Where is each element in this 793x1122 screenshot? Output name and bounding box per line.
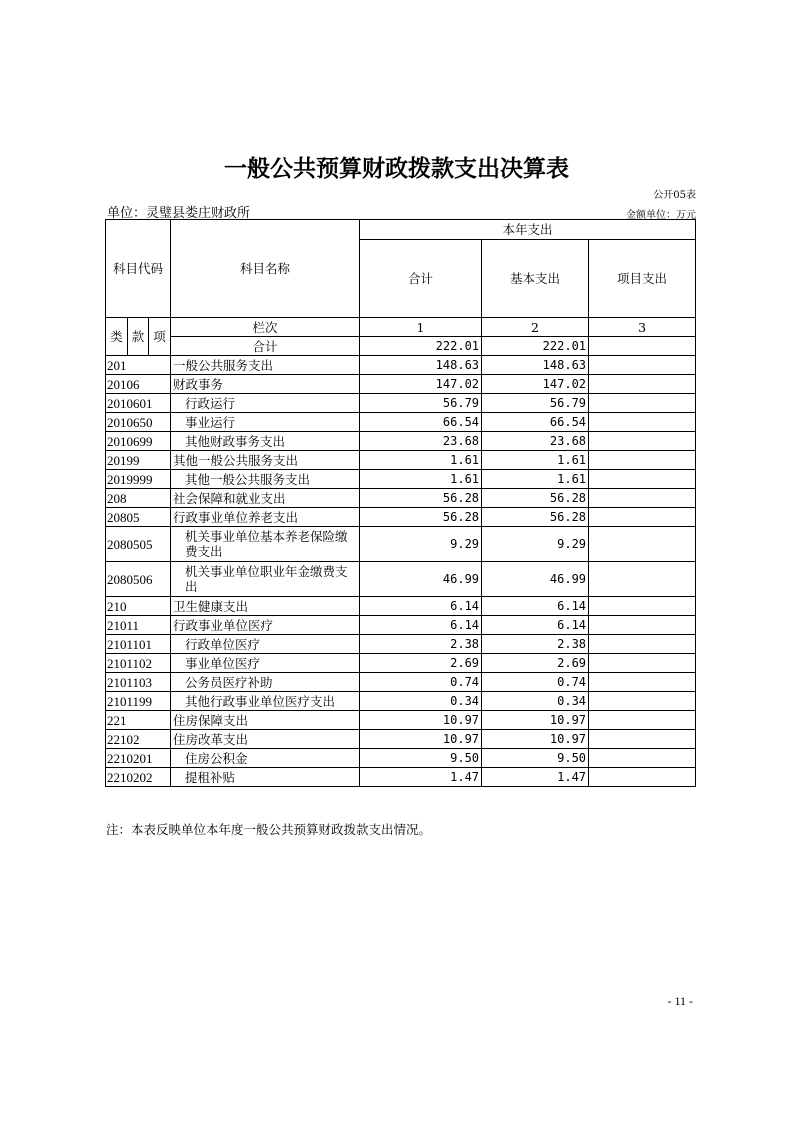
row-total: 147.02 bbox=[360, 375, 482, 394]
row-name: 住房改革支出 bbox=[171, 730, 360, 749]
row-project bbox=[589, 749, 696, 768]
row-project bbox=[589, 432, 696, 451]
row-basic: 10.97 bbox=[482, 730, 589, 749]
row-project bbox=[589, 394, 696, 413]
row-basic: 56.28 bbox=[482, 489, 589, 508]
row-code: 2080505 bbox=[106, 527, 171, 562]
row-name: 财政事务 bbox=[171, 375, 360, 394]
row-name: 卫生健康支出 bbox=[171, 597, 360, 616]
table-row bbox=[106, 470, 696, 489]
table-row bbox=[106, 375, 696, 394]
row-basic: 148.63 bbox=[482, 356, 589, 375]
row-project bbox=[589, 413, 696, 432]
table-row bbox=[106, 730, 696, 749]
row-name: 事业运行 bbox=[171, 413, 360, 432]
row-project bbox=[589, 470, 696, 489]
row-code: 2010699 bbox=[106, 432, 171, 451]
row-basic: 1.61 bbox=[482, 470, 589, 489]
table-row bbox=[106, 356, 696, 375]
header-total: 合计 bbox=[360, 240, 482, 318]
row-total: 10.97 bbox=[360, 711, 482, 730]
row-project bbox=[589, 730, 696, 749]
table-row bbox=[106, 597, 696, 616]
table-row bbox=[106, 673, 696, 692]
row-basic: 147.02 bbox=[482, 375, 589, 394]
table-row bbox=[106, 692, 696, 711]
row-basic: 6.14 bbox=[482, 616, 589, 635]
expenditure-table bbox=[105, 219, 696, 787]
row-code: 2080506 bbox=[106, 562, 171, 597]
page-title: 一般公共预算财政拨款支出决算表 bbox=[224, 155, 569, 182]
table-row bbox=[106, 768, 696, 787]
row-basic: 46.99 bbox=[482, 562, 589, 597]
row-name: 一般公共服务支出 bbox=[171, 356, 360, 375]
row-basic: 1.47 bbox=[482, 768, 589, 787]
row-basic: 0.74 bbox=[482, 673, 589, 692]
header-col1: 1 bbox=[360, 318, 482, 337]
row-total: 2.69 bbox=[360, 654, 482, 673]
row-code: 2101102 bbox=[106, 654, 171, 673]
row-total: 6.14 bbox=[360, 616, 482, 635]
row-code: 2101103 bbox=[106, 673, 171, 692]
row-total: 6.14 bbox=[360, 597, 482, 616]
row-total: 56.28 bbox=[360, 508, 482, 527]
sum-total: 222.01 bbox=[360, 337, 482, 356]
row-total: 0.74 bbox=[360, 673, 482, 692]
row-code: 22102 bbox=[106, 730, 171, 749]
row-code: 20106 bbox=[106, 375, 171, 394]
row-code: 201 bbox=[106, 356, 171, 375]
row-project bbox=[589, 768, 696, 787]
row-name: 其他财政事务支出 bbox=[171, 432, 360, 451]
row-name: 其他一般公共服务支出 bbox=[171, 470, 360, 489]
table-row bbox=[106, 394, 696, 413]
row-basic: 2.69 bbox=[482, 654, 589, 673]
header-col2: 2 bbox=[482, 318, 589, 337]
row-total: 2.38 bbox=[360, 635, 482, 654]
table-row bbox=[106, 635, 696, 654]
row-code: 2101101 bbox=[106, 635, 171, 654]
header-lei: 类 bbox=[106, 318, 128, 356]
row-name: 住房公积金 bbox=[171, 749, 360, 768]
table-row bbox=[106, 562, 696, 597]
row-name: 行政事业单位养老支出 bbox=[171, 508, 360, 527]
sum-basic: 222.01 bbox=[482, 337, 589, 356]
row-code: 210 bbox=[106, 597, 171, 616]
row-total: 9.29 bbox=[360, 527, 482, 562]
row-total: 23.68 bbox=[360, 432, 482, 451]
row-name: 社会保障和就业支出 bbox=[171, 489, 360, 508]
row-total: 56.28 bbox=[360, 489, 482, 508]
row-total: 56.79 bbox=[360, 394, 482, 413]
row-name: 机关事业单位职业年金缴费支出 bbox=[171, 562, 360, 597]
form-number: 公开05表 bbox=[653, 190, 696, 201]
row-project bbox=[589, 451, 696, 470]
row-code: 21011 bbox=[106, 616, 171, 635]
row-project bbox=[589, 562, 696, 597]
table-row bbox=[106, 527, 696, 562]
row-total: 9.50 bbox=[360, 749, 482, 768]
row-basic: 6.14 bbox=[482, 597, 589, 616]
row-basic: 56.28 bbox=[482, 508, 589, 527]
row-total: 10.97 bbox=[360, 730, 482, 749]
row-project bbox=[589, 711, 696, 730]
row-code: 20805 bbox=[106, 508, 171, 527]
row-project bbox=[589, 597, 696, 616]
row-basic: 1.61 bbox=[482, 451, 589, 470]
row-name: 公务员医疗补助 bbox=[171, 673, 360, 692]
row-code: 2010650 bbox=[106, 413, 171, 432]
row-code: 2101199 bbox=[106, 692, 171, 711]
table-row bbox=[106, 451, 696, 470]
row-basic: 10.97 bbox=[482, 711, 589, 730]
table-row bbox=[106, 413, 696, 432]
money-unit-label: 金额单位：万元 bbox=[626, 210, 696, 221]
row-project bbox=[589, 356, 696, 375]
sum-project bbox=[589, 337, 696, 356]
row-basic: 9.29 bbox=[482, 527, 589, 562]
row-code: 208 bbox=[106, 489, 171, 508]
row-basic: 66.54 bbox=[482, 413, 589, 432]
table-row bbox=[106, 711, 696, 730]
row-total: 1.61 bbox=[360, 470, 482, 489]
row-basic: 0.34 bbox=[482, 692, 589, 711]
row-name: 提租补贴 bbox=[171, 768, 360, 787]
row-name: 住房保障支出 bbox=[171, 711, 360, 730]
row-basic: 56.79 bbox=[482, 394, 589, 413]
row-project bbox=[589, 635, 696, 654]
row-project bbox=[589, 673, 696, 692]
row-basic: 2.38 bbox=[482, 635, 589, 654]
header-name: 科目名称 bbox=[171, 220, 360, 318]
header-basic: 基本支出 bbox=[482, 240, 589, 318]
row-code: 2010601 bbox=[106, 394, 171, 413]
header-code-group: 科目代码 bbox=[106, 220, 171, 318]
row-project bbox=[589, 527, 696, 562]
row-total: 148.63 bbox=[360, 356, 482, 375]
row-name: 行政运行 bbox=[171, 394, 360, 413]
header-col3: 3 bbox=[589, 318, 696, 337]
table-row bbox=[106, 489, 696, 508]
row-project bbox=[589, 489, 696, 508]
table-row bbox=[106, 508, 696, 527]
row-total: 46.99 bbox=[360, 562, 482, 597]
row-name: 行政事业单位医疗 bbox=[171, 616, 360, 635]
row-code: 221 bbox=[106, 711, 171, 730]
header-this-year: 本年支出 bbox=[360, 220, 696, 240]
header-xiang: 项 bbox=[149, 318, 171, 356]
page-number: - 11 - bbox=[667, 994, 693, 1008]
row-name: 事业单位医疗 bbox=[171, 654, 360, 673]
table-row bbox=[106, 654, 696, 673]
row-name: 机关事业单位基本养老保险缴费支出 bbox=[171, 527, 360, 562]
sum-label: 合计 bbox=[171, 337, 360, 356]
row-project bbox=[589, 508, 696, 527]
row-project bbox=[589, 692, 696, 711]
row-total: 1.47 bbox=[360, 768, 482, 787]
row-total: 0.34 bbox=[360, 692, 482, 711]
row-project bbox=[589, 375, 696, 394]
row-code: 2210202 bbox=[106, 768, 171, 787]
row-name: 行政单位医疗 bbox=[171, 635, 360, 654]
header-kuan: 款 bbox=[128, 318, 149, 356]
row-name: 其他行政事业单位医疗支出 bbox=[171, 692, 360, 711]
header-project: 项目支出 bbox=[589, 240, 696, 318]
row-project bbox=[589, 654, 696, 673]
row-code: 2210201 bbox=[106, 749, 171, 768]
unit-label: 单位：灵璧县娄庄财政所 bbox=[107, 206, 251, 221]
row-basic: 9.50 bbox=[482, 749, 589, 768]
row-code: 2019999 bbox=[106, 470, 171, 489]
row-total: 66.54 bbox=[360, 413, 482, 432]
row-code: 20199 bbox=[106, 451, 171, 470]
table-row bbox=[106, 432, 696, 451]
header-column-no: 栏次 bbox=[171, 318, 360, 337]
footnote: 注：本表反映单位本年度一般公共预算财政拨款支出情况。 bbox=[106, 822, 432, 837]
row-name: 其他一般公共服务支出 bbox=[171, 451, 360, 470]
table-row bbox=[106, 616, 696, 635]
row-total: 1.61 bbox=[360, 451, 482, 470]
table-row bbox=[106, 749, 696, 768]
row-project bbox=[589, 616, 696, 635]
row-basic: 23.68 bbox=[482, 432, 589, 451]
